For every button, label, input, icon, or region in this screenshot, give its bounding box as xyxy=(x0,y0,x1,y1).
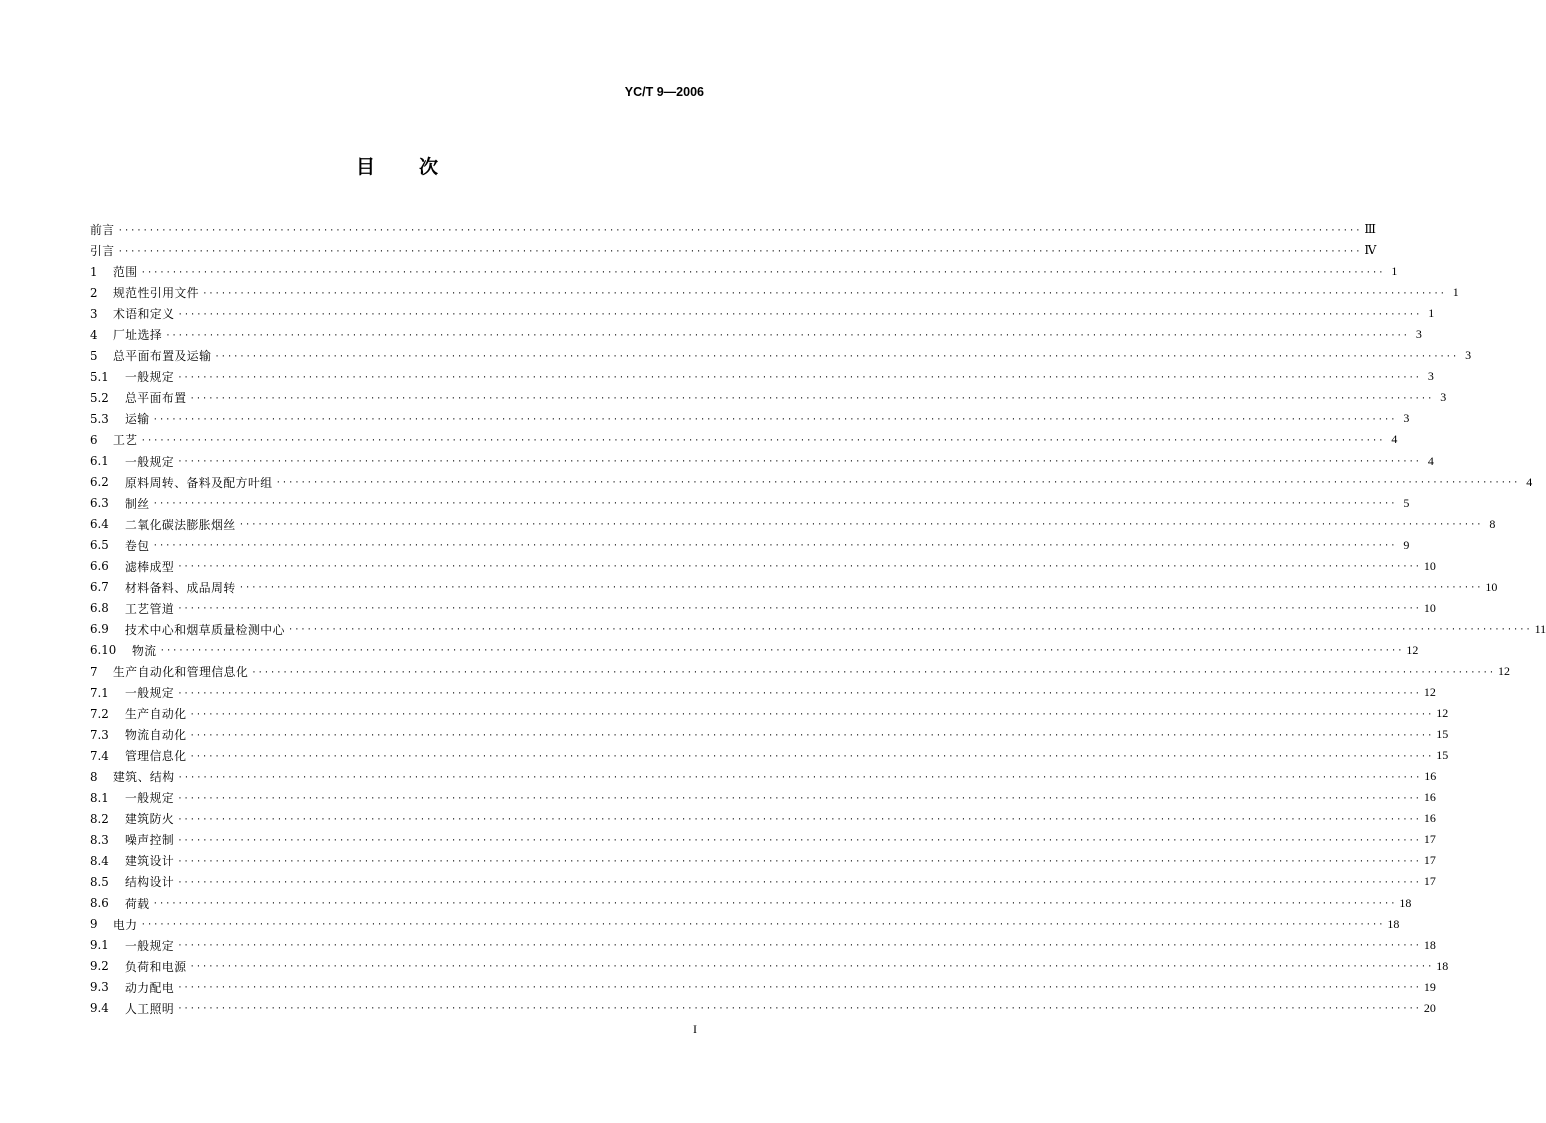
toc-section-number: 7.2 xyxy=(90,706,109,721)
toc-page-number: 4 xyxy=(1427,453,1434,468)
toc-page-number: 17 xyxy=(1423,832,1436,847)
toc-page-number: 10 xyxy=(1485,579,1498,594)
toc-dot-leader: ········································································································································································································ xyxy=(238,520,1483,531)
toc-page-number: 17 xyxy=(1423,874,1436,889)
toc-section-title: 总平面布置及运输 xyxy=(113,349,212,364)
toc-entry[interactable] xyxy=(90,261,1398,282)
toc-page-number: 18 xyxy=(1436,958,1449,973)
toc-section-number: 8.5 xyxy=(90,874,109,889)
toc-section-title: 建筑防火 xyxy=(125,812,175,827)
toc-section-number: 8 xyxy=(90,769,98,784)
toc-entry[interactable] xyxy=(90,240,1377,261)
toc-section-number: 4 xyxy=(90,327,98,342)
toc-dot-leader: ········································································································································································································ xyxy=(189,393,1434,404)
toc-dot-leader: ········································································································································································································ xyxy=(177,772,1422,783)
toc-entry[interactable] xyxy=(90,829,1436,850)
toc-dot-leader: ········································································································································································································ xyxy=(177,877,1421,888)
toc-section-title: 动力配电 xyxy=(125,980,175,995)
toc-section-title: 滤棒成型 xyxy=(125,559,175,574)
toc-page-number: 1 xyxy=(1452,285,1459,300)
toc-section-title: 二氧化碳法膨胀烟丝 xyxy=(125,517,236,532)
toc-entry[interactable] xyxy=(90,556,1436,577)
toc-dot-leader: ········································································································································································································ xyxy=(275,478,1520,489)
toc-dot-leader: ········································································································································································································ xyxy=(238,583,1483,594)
toc-section-title: 一般规定 xyxy=(125,791,175,806)
toc-section-title: 规范性引用文件 xyxy=(113,286,200,301)
toc-page-number: 1 xyxy=(1428,306,1435,321)
toc-section-title: 电力 xyxy=(113,917,138,932)
toc-dot-leader: ········································································································································································································ xyxy=(177,814,1421,825)
toc-section-title: 结构设计 xyxy=(125,875,175,890)
toc-dot-leader: ········································································································································································································ xyxy=(177,309,1422,320)
toc-section-number: 3 xyxy=(90,306,98,321)
page-number: I xyxy=(693,1022,697,1036)
toc-dot-leader: ········································································································································································································ xyxy=(177,835,1421,846)
toc-dot-leader: ········································································································································································································ xyxy=(177,941,1421,952)
toc-page-number: 18 xyxy=(1423,937,1436,952)
toc-entry[interactable] xyxy=(90,850,1436,871)
toc-entry[interactable] xyxy=(90,914,1400,935)
toc-page-number: 10 xyxy=(1423,558,1436,573)
toc-section-number: 9.4 xyxy=(90,1001,109,1016)
toc-section-number: 8.1 xyxy=(90,790,109,805)
toc-page-number: 12 xyxy=(1436,706,1449,721)
toc-entry[interactable] xyxy=(90,387,1447,408)
toc-page-number: 18 xyxy=(1387,916,1400,931)
toc-page-number: 11 xyxy=(1534,621,1546,636)
toc-section-number: 7.3 xyxy=(90,727,109,742)
toc-section-title: 卷包 xyxy=(125,538,150,553)
toc-section-number: 5 xyxy=(90,348,98,363)
toc-section-title: 一般规定 xyxy=(125,454,175,469)
toc-dot-leader: ········································································································································································································ xyxy=(214,351,1459,362)
toc-section-number: 9.1 xyxy=(90,938,109,953)
toc-page-number: 15 xyxy=(1436,748,1449,763)
toc-section-number: 7.1 xyxy=(90,685,109,700)
toc-dot-leader: ········································································································································································································ xyxy=(251,667,1495,678)
toc-section-title: 制丝 xyxy=(125,496,150,511)
toc-page-number: 16 xyxy=(1423,790,1436,805)
toc-section-number: 6.9 xyxy=(90,622,109,637)
toc-section-number: 6.2 xyxy=(90,475,109,490)
standard-code: YC/T 9—2006 xyxy=(624,85,704,99)
toc-section-title: 运输 xyxy=(125,412,150,427)
toc-page-number: Ⅳ xyxy=(1364,243,1377,258)
toc-section-number: 9.3 xyxy=(90,980,109,995)
toc-entry[interactable] xyxy=(90,514,1496,535)
toc-section-title: 工艺管道 xyxy=(125,601,175,616)
toc-section-number: 5.2 xyxy=(90,390,109,405)
toc-dot-leader: ········································································································································································································ xyxy=(177,457,1421,468)
toc-dot-leader: ········································································································································································································ xyxy=(177,1004,1421,1015)
toc-page-number: 16 xyxy=(1423,811,1436,826)
toc-section-title: 噪声控制 xyxy=(125,833,175,848)
toc-page-number: 10 xyxy=(1423,600,1436,615)
toc-section-number: 6.7 xyxy=(90,580,109,595)
toc-entry[interactable] xyxy=(90,871,1436,892)
toc-dot-leader: ········································································································································································································ xyxy=(152,899,1397,910)
toc-entry[interactable] xyxy=(90,429,1398,450)
page-title-char-2: 次 xyxy=(419,156,439,178)
toc-section-number: 8.2 xyxy=(90,811,109,826)
toc-section-title: 物流自动化 xyxy=(125,728,187,743)
toc-dot-leader: ········································································································································································································ xyxy=(165,330,1409,341)
toc-entry[interactable] xyxy=(90,282,1459,303)
toc-entry[interactable] xyxy=(90,977,1436,998)
toc-section-title: 工艺 xyxy=(113,433,138,448)
toc-entry[interactable] xyxy=(90,703,1449,724)
toc-entry[interactable] xyxy=(90,998,1436,1019)
toc-entry[interactable] xyxy=(90,808,1436,829)
toc-section-title: 生产自动化和管理信息化 xyxy=(113,665,249,679)
toc-page-number: 3 xyxy=(1403,411,1410,426)
toc-entry[interactable] xyxy=(90,661,1510,682)
toc-section-number: 6.10 xyxy=(90,643,117,658)
toc-section-title: 厂址选择 xyxy=(113,328,163,343)
toc-entry[interactable] xyxy=(90,682,1436,703)
toc-section-number: 8.3 xyxy=(90,832,109,847)
toc-section-title: 管理信息化 xyxy=(125,749,187,764)
toc-page-number: 18 xyxy=(1399,895,1412,910)
toc-page-number: 3 xyxy=(1427,369,1434,384)
toc-entry[interactable] xyxy=(90,345,1472,366)
toc-section-number: 6.1 xyxy=(90,454,109,469)
toc-section-number: 7 xyxy=(90,664,98,679)
toc-entry[interactable] xyxy=(90,619,1546,640)
toc-section-title: 负荷和电源 xyxy=(125,959,187,974)
toc-page-number: 17 xyxy=(1423,853,1436,868)
toc-section-title: 人工照明 xyxy=(125,1001,175,1016)
toc-page-number: 19 xyxy=(1423,979,1436,994)
toc-page-number: 3 xyxy=(1415,327,1422,342)
toc-entry[interactable] xyxy=(90,366,1434,387)
toc-dot-leader: ········································································································································································································ xyxy=(287,625,1532,636)
toc-section-number: 6.4 xyxy=(90,517,109,532)
toc-dot-leader: ········································································································································································································ xyxy=(177,856,1421,867)
toc-entry[interactable] xyxy=(90,493,1410,514)
toc-section-title: 一般规定 xyxy=(125,686,175,701)
toc-section-number: 6.5 xyxy=(90,538,109,553)
toc-dot-leader: ········································································································································································································ xyxy=(140,920,1385,931)
toc-section-number: 5.1 xyxy=(90,369,109,384)
toc-section-number: 5.3 xyxy=(90,411,109,426)
toc-section-title: 物流 xyxy=(132,643,157,658)
toc-dot-leader: ········································································································································································································ xyxy=(117,225,1362,236)
toc-entry[interactable] xyxy=(90,535,1410,556)
toc-section-number: 6 xyxy=(90,432,98,447)
toc-dot-leader: ········································································································································································································ xyxy=(177,372,1421,383)
toc-entry[interactable] xyxy=(90,640,1419,661)
toc-entry[interactable] xyxy=(90,745,1449,766)
toc-page-number: 3 xyxy=(1465,348,1472,363)
toc-page-number: 4 xyxy=(1391,432,1398,447)
toc-section-title: 一般规定 xyxy=(125,370,175,385)
toc-section-number: 9 xyxy=(90,917,98,932)
toc-page-number: 4 xyxy=(1526,474,1533,489)
toc-section-number: 6.3 xyxy=(90,496,109,511)
toc-section-title: 总平面布置 xyxy=(125,391,187,406)
toc-section-title: 建筑、结构 xyxy=(113,770,175,785)
toc-section-number: 8.4 xyxy=(90,853,109,868)
toc-dot-leader: ········································································································································································································ xyxy=(177,793,1421,804)
toc-page-number: 9 xyxy=(1403,537,1410,552)
toc-section-number: 6.8 xyxy=(90,601,109,616)
toc-dot-leader: ········································································································································································································ xyxy=(140,267,1385,278)
toc-dot-leader: ········································································································································································································ xyxy=(202,288,1446,299)
toc-section-title: 材料备料、成品周转 xyxy=(125,580,236,595)
toc-dot-leader: ········································································································································································································ xyxy=(140,435,1385,446)
toc-entry[interactable] xyxy=(90,303,1435,324)
toc-page-number: 1 xyxy=(1391,264,1398,279)
toc-section-title: 荷载 xyxy=(125,896,150,911)
toc-dot-leader: ········································································································································································································ xyxy=(159,646,1404,657)
toc-section-title: 引言 xyxy=(90,244,115,259)
toc-page-number: 20 xyxy=(1423,1000,1436,1015)
toc-entry[interactable] xyxy=(90,956,1449,977)
toc-entry[interactable] xyxy=(90,408,1410,429)
toc-entry[interactable] xyxy=(90,472,1533,493)
toc-page-number: 16 xyxy=(1424,769,1437,784)
toc-entry[interactable] xyxy=(90,893,1412,914)
page-title-char-1: 目 xyxy=(355,156,375,178)
toc-page-number: 15 xyxy=(1436,727,1449,742)
toc-dot-leader: ········································································································································································································ xyxy=(189,962,1434,973)
toc-page-number: 12 xyxy=(1423,685,1436,700)
toc-dot-leader: ········································································································································································································ xyxy=(189,730,1434,741)
toc-dot-leader: ········································································································································································································ xyxy=(189,751,1434,762)
toc-entry[interactable] xyxy=(90,787,1436,808)
toc-page-number: 8 xyxy=(1489,516,1496,531)
toc-section-number: 7.4 xyxy=(90,748,109,763)
toc-dot-leader: ········································································································································································································ xyxy=(177,562,1421,573)
toc-dot-leader: ········································································································································································································ xyxy=(117,246,1362,257)
toc-dot-leader: ········································································································································································································ xyxy=(189,709,1434,720)
toc-page-number: 3 xyxy=(1440,390,1447,405)
toc-page-number: 12 xyxy=(1497,664,1510,678)
toc-section-title: 前言 xyxy=(90,223,115,238)
toc-section-title: 一般规定 xyxy=(125,938,175,953)
toc-section-title: 技术中心和烟草质量检测中心 xyxy=(125,622,285,637)
toc-dot-leader: ········································································································································································································ xyxy=(152,499,1397,510)
toc-section-number: 6.6 xyxy=(90,559,109,574)
page-title xyxy=(0,152,794,179)
toc-section-title: 范围 xyxy=(113,265,138,280)
toc-section-number: 8.6 xyxy=(90,896,109,911)
toc-dot-leader: ········································································································································································································ xyxy=(152,414,1397,425)
table-of-contents xyxy=(90,219,1546,1019)
toc-entry[interactable] xyxy=(90,935,1436,956)
toc-dot-leader: ········································································································································································································ xyxy=(152,541,1397,552)
toc-section-number: 1 xyxy=(90,264,98,279)
toc-entry[interactable] xyxy=(90,577,1498,598)
toc-section-number: 2 xyxy=(90,285,98,300)
toc-section-number: 9.2 xyxy=(90,959,109,974)
toc-page-number: 5 xyxy=(1403,495,1410,510)
toc-page-number: Ⅲ xyxy=(1364,222,1376,237)
toc-entry[interactable] xyxy=(90,451,1434,472)
toc-page-number: 12 xyxy=(1406,642,1419,657)
toc-entry[interactable] xyxy=(90,219,1376,240)
toc-section-title: 建筑设计 xyxy=(125,854,175,869)
toc-section-title: 术语和定义 xyxy=(113,307,175,322)
toc-dot-leader: ········································································································································································································ xyxy=(177,688,1421,699)
toc-section-title: 原料周转、备料及配方叶组 xyxy=(125,475,273,490)
toc-entry[interactable] xyxy=(90,724,1449,745)
toc-section-title: 生产自动化 xyxy=(125,707,187,722)
toc-entry[interactable] xyxy=(90,598,1436,619)
toc-entry[interactable] xyxy=(90,766,1437,787)
toc-dot-leader: ········································································································································································································ xyxy=(177,983,1421,994)
toc-dot-leader: ········································································································································································································ xyxy=(177,604,1421,615)
toc-entry[interactable] xyxy=(90,324,1422,345)
